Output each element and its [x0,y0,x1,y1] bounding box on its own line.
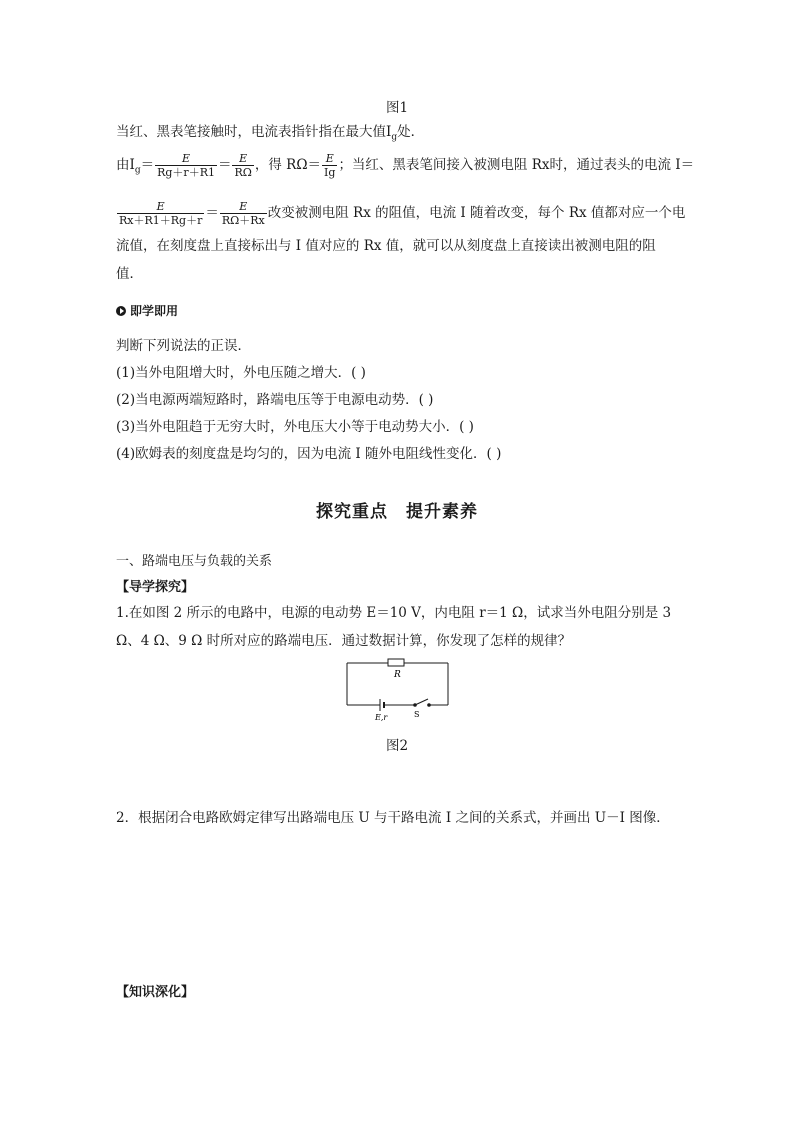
paragraph-max-current [116,122,424,148]
play-circle-icon [116,306,126,316]
equals-sign: ＝ [140,157,155,173]
judge-item: (1)当外电阻增大时，外电压随之增大．( ) [116,365,366,381]
fraction-1: $\frac{E}{Rg+r+R1}$ [157,152,215,179]
judge-item: (4)欧姆表的刻度盘是均匀的，因为电流 I 随外电阻线性变化．( ) [116,446,502,462]
eq-lead: 由I [116,157,135,173]
circuit-diagram [340,655,455,725]
practice-heading-text: 即学即用 [130,304,179,318]
equation-line-1 [116,152,694,181]
switch-blade [415,699,428,705]
fraction-5: $\frac{E}{R\Omega+Rx}$ [221,200,265,227]
knowledge-label: 【知识深化】 [116,985,195,1000]
paragraph-value: 值． [116,266,143,282]
equals-sign: ＝ [205,205,219,221]
sub-title: 一、路端电压与负载的关系 [116,554,273,569]
practice-heading [116,302,178,319]
equation-line-2 [116,200,685,227]
equals-sign: ＝ [217,157,232,173]
judge-item: (2)当电源两端短路时，路端电压等于电源电动势．( ) [116,392,434,408]
paragraph-scale: 流值，在刻度盘上直接标出与 I 值对应的 Rx 值，就可以从刻度盘上直接读出被测电阻的阻 [116,238,656,254]
paragraph-end: 处． [397,124,425,140]
resistor-label: R [394,670,401,680]
eq2-tail-text: 改变被测电阻 Rx 的阻值，电流 I 随着改变，每个 Rx 值都对应一个电 [267,205,686,221]
fraction-4: $\frac{E}{Rx+R1+Rg+r}$ [119,200,203,227]
fraction-3: $\frac{E}{Ig}$ [324,152,336,179]
fraction-2: $\frac{E}{R\Omega}$ [234,152,252,179]
figure-1-caption: 图1 [386,100,409,116]
figure-2-caption: 图2 [386,738,409,754]
eq-tail-text: ；当红、黑表笔间接入被测电阻 Rx时，通过表头的电流 I＝ [338,157,695,173]
subscript: g [391,132,398,143]
judge-item: (3)当外电阻趋于无穷大时，外电压大小等于电动势大小．( ) [116,419,474,435]
judge-intro: 判断下列说法的正误． [116,338,251,354]
switch-label: S [414,710,420,719]
section-title: 探究重点 提升素养 [316,502,478,522]
resistor-r [388,659,404,666]
question-1-line-1: 1.在如图 2 所示的电路中，电源的电动势 E＝10 V，内电阻 r＝1 Ω，试求当外电阻分别是 3 [116,605,672,621]
eq-lead-sub: g [134,165,141,176]
paragraph-text: 当红、黑表笔接触时，电流表指针指在最大值I [116,124,392,140]
eq-mid-text: ，得 RΩ＝ [254,157,322,173]
battery-label: E,r [375,713,388,722]
guide-label: 【导学探究】 [116,580,195,595]
question-2: 2．根据闭合电路欧姆定律写出路端电压 U 与干路电流 I 之间的关系式，并画出 U－I 图像． [116,810,670,826]
question-1-line-2: Ω、4 Ω、9 Ω 时所对应的路端电压．通过数据计算，你发现了怎样的规律？ [116,633,572,649]
